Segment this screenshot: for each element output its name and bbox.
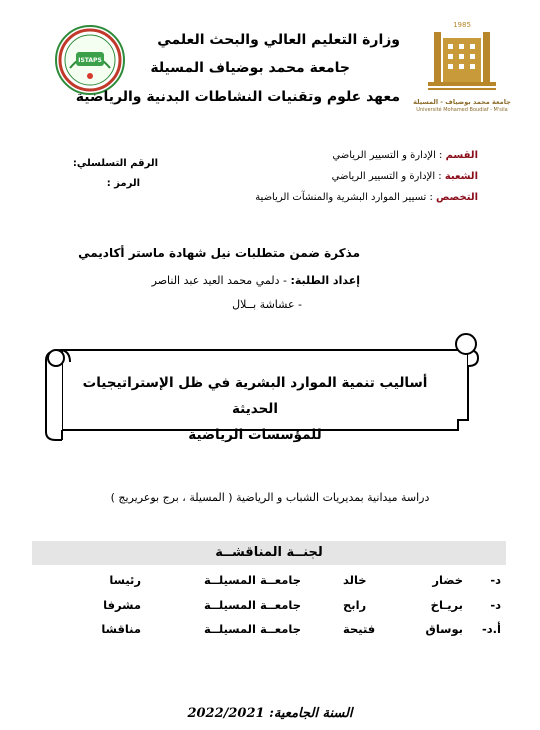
logo-caption-fr: Université Mohamed Boudiaf - M'sila xyxy=(416,107,508,113)
thesis-title-line-2: للمؤسسات الرياضية xyxy=(188,427,322,443)
student-name-1: - دلمي محمد العيد عبد الناصر xyxy=(151,274,287,287)
thesis-title xyxy=(80,370,430,448)
member-degree: أ.د- xyxy=(482,622,501,636)
university-tower-icon xyxy=(412,18,512,96)
thesis-title-line-1: أساليب تنمية الموارد البشرية في ظل الإستراتيجيات الحديثة xyxy=(82,375,428,417)
university-line: جامعة محمد بوضياف المسيلة xyxy=(150,60,350,76)
thesis-subtitle: مذكرة ضمن متطلبات نيل شهادة ماستر أكاديمي xyxy=(78,246,360,260)
member-role: مشرفا xyxy=(103,598,141,612)
branch-label: الشعبة xyxy=(444,171,478,182)
logo-caption-ar: جامعة محمد بوضياف - المسيلة xyxy=(413,98,511,106)
committee-member-2 xyxy=(36,598,501,618)
branch-value: : الإدارة و التسيير الرياضي xyxy=(331,171,442,182)
department-value: : الإدارة و التسيير الرياضي xyxy=(332,150,443,161)
member-university: جامعــة المسيلــة xyxy=(204,573,301,587)
member-name: بريـاخ رابح xyxy=(343,598,463,612)
member-name: خضار خالد xyxy=(343,573,463,587)
students-row xyxy=(152,274,360,287)
logo-year: 1985 xyxy=(453,21,471,29)
department-row xyxy=(332,150,478,161)
committee-header-bar xyxy=(32,541,506,565)
logo-center-text: ISTAPS xyxy=(78,57,102,64)
ministry-line: وزارة التعليم العالي والبحث العلمي xyxy=(157,32,400,48)
specialty-label: التخصص xyxy=(436,192,478,203)
students-label: إعداد الطلبة: xyxy=(290,274,360,287)
member-degree: د- xyxy=(490,573,501,587)
committee-title: لجنــة المناقشــة xyxy=(215,545,323,560)
committee-member-1 xyxy=(36,573,501,593)
code-label: الرمز : xyxy=(106,178,140,189)
department-label: القسم xyxy=(445,150,478,161)
university-logo xyxy=(412,18,512,118)
institute-emblem-icon xyxy=(54,24,126,96)
member-name: بوساق فتيحة xyxy=(343,622,463,636)
member-university: جامعــة المسيلــة xyxy=(204,598,301,612)
academic-year: السنة الجامعية: 2022/2021 xyxy=(187,706,353,721)
specialty-value: : تسيير الموارد البشرية والمنشآت الرياضية xyxy=(255,192,433,203)
serial-label: الرقم التسلسلي: xyxy=(72,158,158,169)
institute-line: معهد علوم وتقنيات النشاطات البدنية والرياضية xyxy=(75,89,400,105)
institute-logo xyxy=(54,24,126,96)
student-name-2: - عشاشة بــلال xyxy=(232,298,302,311)
study-description: دراسة ميدانية بمديريات الشباب و الرياضية ( المسيلة ، برج بوعريريج ) xyxy=(110,491,430,504)
specialty-row xyxy=(255,192,478,203)
member-university: جامعــة المسيلــة xyxy=(204,622,301,636)
member-role: رئيسا xyxy=(109,573,141,587)
branch-row xyxy=(332,171,478,182)
committee-member-3 xyxy=(36,622,501,642)
member-degree: د- xyxy=(490,598,501,612)
member-role: مناقشا xyxy=(101,622,141,636)
